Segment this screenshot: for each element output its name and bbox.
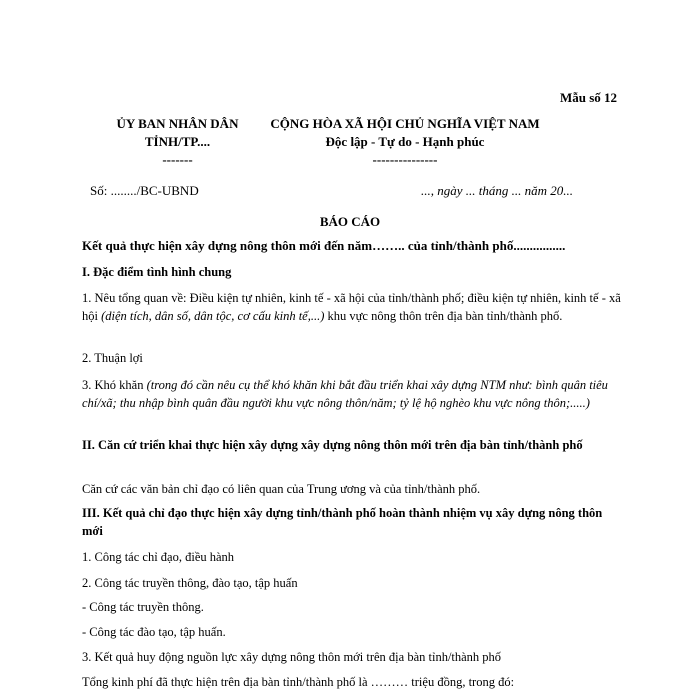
authority-line-2: TỈNH/TP.... — [144, 134, 211, 149]
section-3-item-3: 3. Kết quả huy động nguồn lực xây dựng nông thôn mới trên địa bàn tỉnh/thành phố — [82, 650, 502, 664]
nation-line-1: CỘNG HÒA XÃ HỘI CHỦ NGHĨA VIỆT NAM — [270, 116, 540, 131]
section-1-item-3: 3. Khó khăn (trong đó cần nêu cụ thể khó khăn khi bắt đầu triển khai xây dựng NTM như: bình quân tiêu chí/xã; thu nhập bình quân đầu người khu vực nông thôn/năm; tỷ lệ hộ nghèo khu vực nông thôn;.....) — [82, 378, 608, 410]
section-3-item-2: 2. Công tác truyền thông, đào tạo, tập huấn — [82, 576, 298, 590]
document-title: BÁO CÁO — [319, 214, 381, 229]
section-2-paragraph: Căn cứ các văn bản chỉ đạo có liên quan của Trung ương và của tỉnh/thành phố. — [82, 482, 481, 496]
document-subtitle: Kết quả thực hiện xây dựng nông thôn mới đến năm…….. của tỉnh/thành phố................ — [82, 238, 566, 253]
nation-separator: --------------- — [372, 152, 438, 167]
section-1-item-1: 1. Nêu tổng quan về: Điều kiện tự nhiên, kinh tế - xã hội của tỉnh/thành phố; điều kiện tự nhiên, kinh tế - xã hội (diện tích, dân số, dân tộc, cơ cấu kinh tế,...) khu vực nông thôn trên địa bàn tỉnh/thành phố. — [82, 291, 621, 323]
section-3-item-1: 1. Công tác chỉ đạo, điều hành — [82, 550, 235, 564]
section-3-funding: Tổng kinh phí đã thực hiện trên địa bàn tỉnh/thành phố là ……… triệu đồng, trong đó: — [82, 675, 515, 689]
authority-separator: ------- — [162, 152, 193, 167]
form-number: Mẫu số 12 — [559, 90, 617, 105]
section-2-heading: II. Căn cứ triển khai thực hiện xây dựng xây dựng nông thôn mới trên địa bàn tỉnh/thành phố — [82, 438, 583, 452]
document-number: Số: ......../BC-UBND — [90, 183, 199, 198]
section-3-item-2b: - Công tác đào tạo, tập huấn. — [82, 625, 226, 639]
section-1-item-2: 2. Thuận lợi — [82, 351, 143, 365]
authority-line-1: ỦY BAN NHÂN DÂN — [116, 116, 239, 131]
national-motto — [270, 115, 540, 169]
issuing-authority — [90, 115, 265, 169]
section-1-heading: I. Đặc điểm tình hình chung — [82, 265, 232, 279]
place-date: ..., ngày ... tháng ... năm 20... — [421, 183, 574, 198]
section-3-heading: III. Kết quả chỉ đạo thực hiện xây dựng tỉnh/thành phố hoàn thành nhiệm vụ xây dựng nông thôn mới — [82, 506, 603, 538]
nation-line-2: Độc lập - Tự do - Hạnh phúc — [325, 134, 485, 149]
section-3-item-2a: - Công tác truyền thông. — [82, 600, 204, 614]
